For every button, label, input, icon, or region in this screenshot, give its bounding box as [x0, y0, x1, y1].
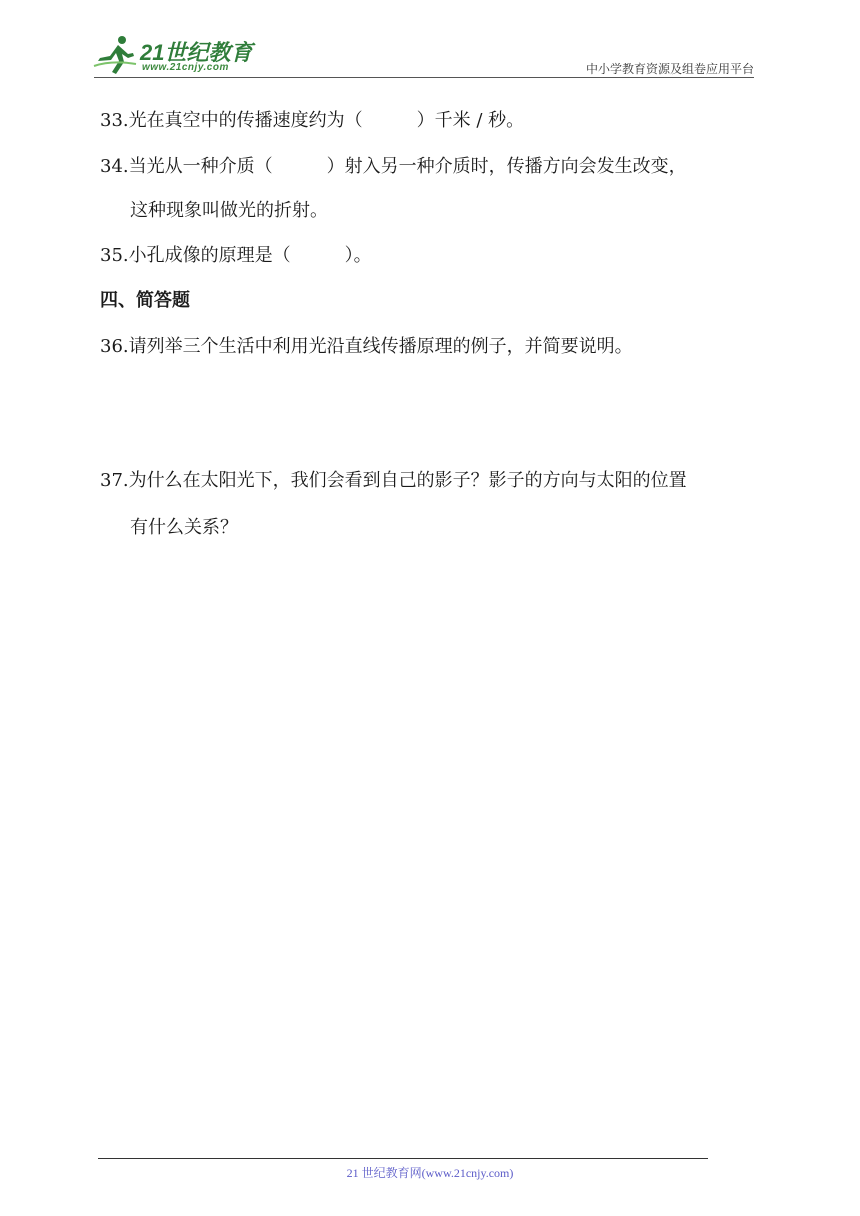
question-text: 小孔成像的原理是（	[128, 245, 291, 266]
question-34-continuation: 这种现象叫做光的折射。	[130, 200, 328, 221]
question-text-after: ）射入另一种介质时，传播方向会发生改变，	[326, 156, 687, 177]
page-header	[0, 0, 860, 80]
question-text-after: ）千米 / 秒。	[416, 110, 525, 131]
logo-wordmark: 21世纪教育	[140, 40, 253, 65]
question-number: 36.	[100, 336, 129, 357]
question-number: 35.	[100, 245, 129, 266]
header-tagline: 中小学教育资源及组卷应用平台	[585, 62, 754, 76]
question-37	[100, 469, 687, 493]
question-text-after: ）。	[344, 245, 372, 266]
question-37-continuation: 有什么关系？	[130, 517, 238, 538]
question-text: 光在真空中的传播速度约为（	[128, 110, 363, 131]
header-divider	[94, 77, 754, 78]
question-text: 为什么在太阳光下，我们会看到自己的影子？影子的方向与太阳的位置	[128, 470, 687, 491]
site-logo[interactable]	[92, 34, 262, 78]
question-33	[100, 109, 524, 133]
footer-link[interactable]: 21 世纪教育网(www.21cnjy.com)	[346, 1166, 514, 1180]
section-heading: 四、简答题	[100, 290, 190, 311]
answer-blank[interactable]	[291, 244, 345, 268]
question-34	[100, 155, 687, 179]
question-number: 34.	[100, 156, 129, 177]
answer-blank[interactable]	[273, 155, 327, 179]
question-35	[100, 244, 372, 268]
question-number: 33.	[100, 110, 129, 131]
logo-url: www.21cnjy.com	[142, 62, 229, 73]
question-text: 当光从一种介质（	[128, 156, 273, 177]
footer-divider	[98, 1158, 708, 1159]
question-number: 37.	[100, 470, 129, 491]
runner-logo-icon	[92, 34, 142, 78]
question-text: 请列举三个生活中利用光沿直线传播原理的例子，并简要说明。	[128, 336, 633, 357]
answer-blank[interactable]	[363, 109, 417, 133]
question-36	[100, 335, 633, 359]
